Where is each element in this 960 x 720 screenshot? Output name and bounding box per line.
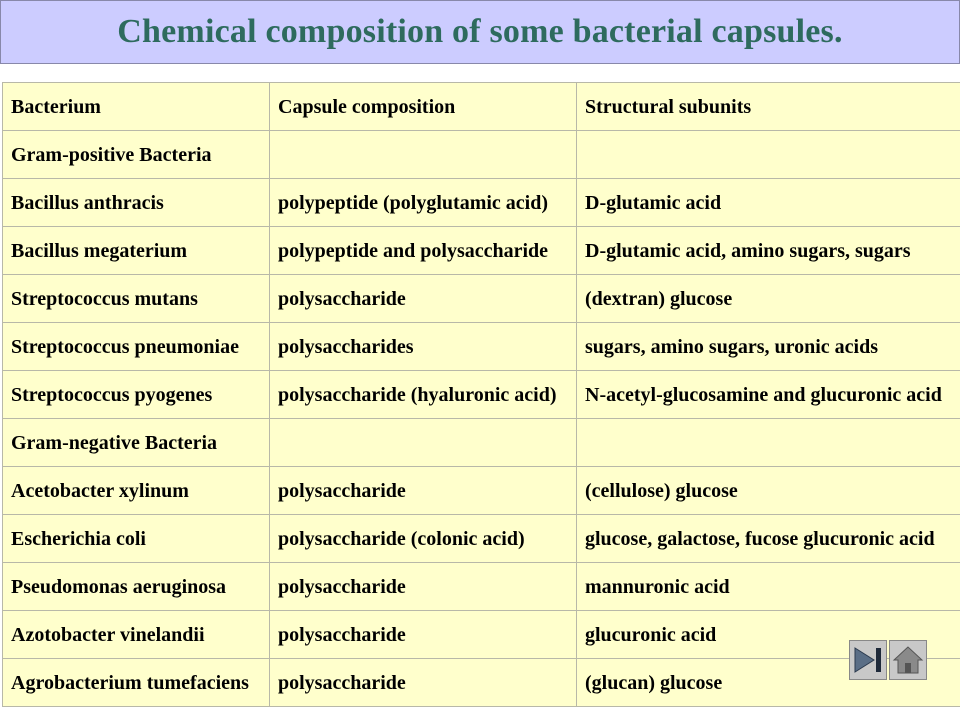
composition-cell: polypeptide and polysaccharide xyxy=(270,227,577,275)
bacterium-cell: Pseudomonas aeruginosa xyxy=(3,563,270,611)
section-label-gram-positive: Gram-positive Bacteria xyxy=(3,131,270,179)
bacterium-cell: Streptococcus pyogenes xyxy=(3,371,270,419)
subunits-cell: (dextran) glucose xyxy=(577,275,960,323)
table-cell xyxy=(270,419,577,467)
home-icon xyxy=(892,644,924,676)
table-cell xyxy=(577,419,960,467)
subunits-cell: glucose, galactose, fucose glucuronic acid xyxy=(577,515,960,563)
subunits-cell: sugars, amino sugars, uronic acids xyxy=(577,323,960,371)
table-cell xyxy=(270,131,577,179)
bacterium-cell: Escherichia coli xyxy=(3,515,270,563)
table-header-row xyxy=(3,83,960,131)
table-row xyxy=(3,515,960,563)
table-row xyxy=(3,179,960,227)
header-bacterium: Bacterium xyxy=(3,83,270,131)
composition-cell: polysaccharide xyxy=(270,467,577,515)
table-cell xyxy=(577,131,960,179)
bacterium-cell: Azotobacter vinelandii xyxy=(3,611,270,659)
composition-cell: polysaccharide xyxy=(270,275,577,323)
bacterium-cell: Streptococcus pneumoniae xyxy=(3,323,270,371)
page-title: Chemical composition of some bacterial capsules. xyxy=(117,13,843,50)
subunits-cell: D-glutamic acid xyxy=(577,179,960,227)
composition-cell: polysaccharides xyxy=(270,323,577,371)
next-slide-button[interactable] xyxy=(849,640,887,680)
composition-cell: polysaccharide xyxy=(270,659,577,707)
table-row xyxy=(3,275,960,323)
subunits-cell: glucuronic acid xyxy=(577,611,960,659)
section-label-gram-negative: Gram-negative Bacteria xyxy=(3,419,270,467)
home-button[interactable] xyxy=(889,640,927,680)
header-capsule-composition: Capsule composition xyxy=(270,83,577,131)
bacterium-cell: Acetobacter xylinum xyxy=(3,467,270,515)
table-row xyxy=(3,323,960,371)
section-row-gram-positive xyxy=(3,131,960,179)
bacterium-cell: Agrobacterium tumefaciens xyxy=(3,659,270,707)
table-row xyxy=(3,371,960,419)
composition-cell: polysaccharide xyxy=(270,611,577,659)
subunits-cell: D-glutamic acid, amino sugars, sugars xyxy=(577,227,960,275)
table-row xyxy=(3,467,960,515)
bacterium-cell: Bacillus megaterium xyxy=(3,227,270,275)
composition-cell: polysaccharide xyxy=(270,563,577,611)
section-row-gram-negative xyxy=(3,419,960,467)
composition-cell: polypeptide (polyglutamic acid) xyxy=(270,179,577,227)
composition-cell: polysaccharide (colonic acid) xyxy=(270,515,577,563)
subunits-cell: N-acetyl-glucosamine and glucuronic acid xyxy=(577,371,960,419)
table-row xyxy=(3,563,960,611)
table-row xyxy=(3,227,960,275)
skip-forward-icon xyxy=(852,644,884,676)
composition-cell: polysaccharide (hyaluronic acid) xyxy=(270,371,577,419)
header-structural-subunits: Structural subunits xyxy=(577,83,960,131)
capsule-table xyxy=(2,82,960,707)
subunits-cell: (glucan) glucose xyxy=(577,659,960,707)
title-bar xyxy=(0,0,960,64)
table-row xyxy=(3,659,960,707)
bacterium-cell: Bacillus anthracis xyxy=(3,179,270,227)
subunits-cell: mannuronic acid xyxy=(577,563,960,611)
table-row xyxy=(3,611,960,659)
subunits-cell: (cellulose) glucose xyxy=(577,467,960,515)
bacterium-cell: Streptococcus mutans xyxy=(3,275,270,323)
